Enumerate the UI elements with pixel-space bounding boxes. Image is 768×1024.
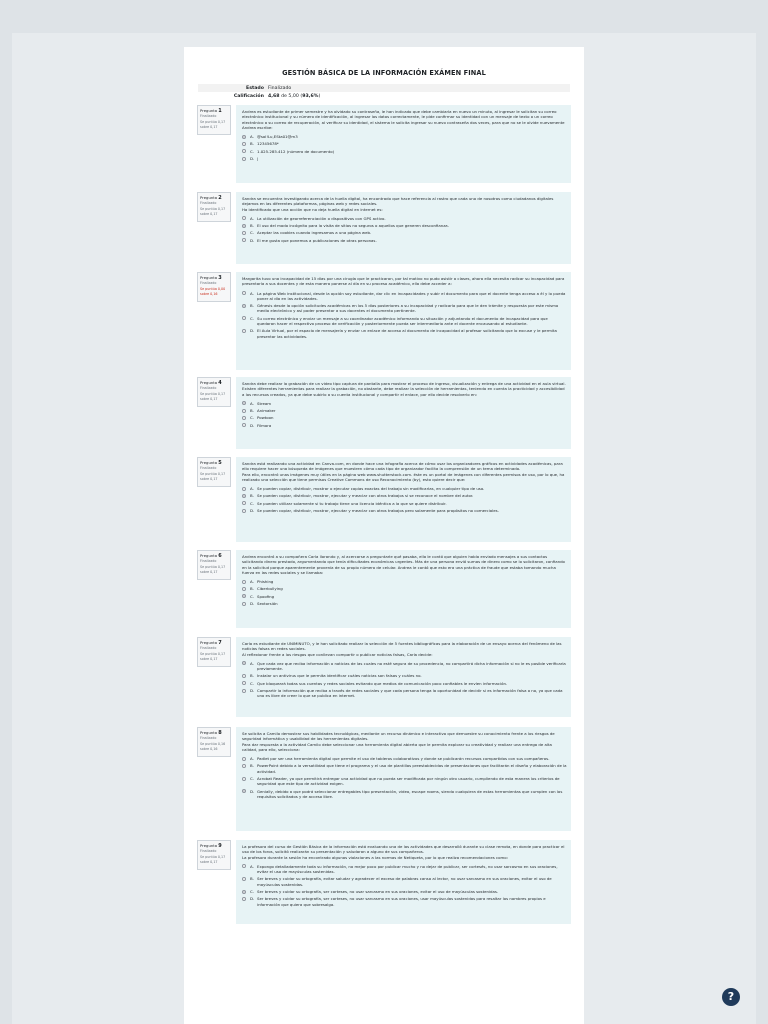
answer-letter: D. <box>250 156 255 162</box>
answer-list <box>242 216 567 243</box>
radio-icon[interactable] <box>242 757 246 761</box>
answer-letter: D. <box>250 688 255 694</box>
question-block <box>197 272 571 370</box>
answer-text: Que bloqueará todas sus cuentas y redes sociales evitando que medios de comunicación poco confiables le envíen información. <box>257 680 508 686</box>
question-number-value: 9 <box>218 843 222 849</box>
radio-icon[interactable] <box>242 216 246 220</box>
answer-letter: A. <box>250 215 254 221</box>
question-block <box>197 105 571 183</box>
question-status: Finalizado <box>200 386 217 391</box>
question-score <box>200 120 228 131</box>
question-score-line2: sobre 0,17 <box>200 397 218 402</box>
question-text <box>242 461 567 482</box>
radio-icon[interactable] <box>242 316 246 320</box>
answer-text: @sol!Lu,ESta01@m3 <box>257 134 298 140</box>
question-content <box>236 192 571 264</box>
question-text <box>242 381 567 397</box>
answer-option[interactable] <box>242 756 567 761</box>
radio-icon[interactable] <box>242 587 246 591</box>
answer-option[interactable] <box>242 579 567 584</box>
answer-option[interactable] <box>242 889 567 894</box>
help-button[interactable]: ? <box>722 988 740 1006</box>
radio-icon[interactable] <box>242 329 246 333</box>
answer-text: Phishing <box>257 579 274 585</box>
question-number-value: 3 <box>218 275 222 281</box>
question-score-line2: sobre 0,17 <box>200 860 218 865</box>
answer-option[interactable] <box>242 493 567 498</box>
question-paragraph: La profesora del curso de Gestión Básica de la información está evaluando una de las actividades que desarrolló durante su clase remota, en donde para practicar el uso de los foros, solicitó realizarán su presentación y saludaran a alguno de sus compañeros. <box>242 844 565 855</box>
radio-icon[interactable] <box>242 689 246 693</box>
question-score <box>200 652 228 663</box>
answer-letter: B. <box>250 673 254 679</box>
radio-icon[interactable] <box>242 149 246 153</box>
question-text <box>242 844 567 860</box>
question-block <box>197 727 571 831</box>
question-text <box>242 276 567 287</box>
answer-text: La utilización de georreferenciación o dispositivos con GPS activo. <box>257 215 386 221</box>
answer-letter: A. <box>250 400 254 406</box>
answer-text: Su correo electrónico y enviar un mensaje a su coordinador académico informando su situación y adjuntando el documento de incapacidad para que quedaran hacer el respectivo proceso de verificación y posteriormente pueda ser intermediario ante el docente encausando al estudiante. <box>257 315 548 327</box>
answer-option[interactable] <box>242 789 567 800</box>
answer-option[interactable] <box>242 864 567 875</box>
question-content <box>236 105 571 183</box>
answer-text: Stream <box>257 400 272 406</box>
radio-icon[interactable] <box>242 142 246 146</box>
answer-list <box>242 756 567 799</box>
answer-option[interactable] <box>242 291 567 302</box>
question-label: Pregunta <box>200 640 218 645</box>
question-block <box>197 192 571 264</box>
answer-option[interactable] <box>242 594 567 599</box>
answer-text: Instalar un antivirus que le permita identificar cuáles noticias son falsas y cuáles no. <box>257 673 422 679</box>
estado-label: Estado <box>246 85 264 91</box>
question-score-line1: Se puntúa 0,17 <box>200 471 226 476</box>
question-paragraph: Sandra está realizando una actividad en Canva.com, en donde hace una infografía acerca de cómo usar los organizadores gráficos en actividades académicas, para ello requiere hacer una búsqueda de imágenes que muestren cómo cada tipo de organizador facilita la comprensión de un tema determinado. <box>242 461 563 472</box>
radio-icon[interactable] <box>242 238 246 242</box>
answer-letter: B. <box>250 763 254 769</box>
question-paragraph: Sandra se encuentra investigando acerca de la huella digital, ha encontrado que hace referencia al rastro que cada uno de nosotros como ciudadanos digitales dejamos en las diferentes plataformas, páginas web y redes sociales. <box>242 196 554 207</box>
radio-icon[interactable] <box>242 487 246 491</box>
question-info <box>197 192 231 222</box>
question-score-line2: sobre 0,17 <box>200 125 218 130</box>
answer-letter: C. <box>250 776 254 782</box>
answer-text: Expongo detalladamente toda su información, no mejor poco por publicar mucho y no dejar de publicar, ser cortesés, no usar sarcasmo en sus oraciones, evitar el uso de mayúsculas sostenidas. <box>257 863 558 875</box>
answer-text: Génesis desde la opción solicitudes académicas en los 5 días posteriores a su incapacidad y radicarla para que le den trámite y respuesta por este mismo medio electrónico y así poder presentar a sus docentes el documento pertinente. <box>257 303 559 314</box>
calificacion-value <box>268 94 320 99</box>
radio-selected-icon[interactable] <box>242 789 246 793</box>
answer-option[interactable] <box>242 238 567 243</box>
page-title: GESTIÓN BÁSICA DE LA INFORMACIÓN EXÁMEN FINAL <box>282 69 486 77</box>
calificacion-row <box>198 92 570 100</box>
answer-letter: D. <box>250 508 255 514</box>
answer-option[interactable] <box>242 303 567 314</box>
answer-text: 1.025.285.412 (número de documento) <box>257 148 335 154</box>
answer-option[interactable] <box>242 586 567 591</box>
question-block <box>197 550 571 628</box>
answer-letter: D. <box>250 788 255 794</box>
answer-list <box>242 486 567 513</box>
answer-option[interactable] <box>242 216 567 221</box>
radio-icon[interactable] <box>242 877 246 881</box>
answer-text: Aceptar las cookies cuando ingresamos a una página web. <box>257 230 372 236</box>
radio-icon[interactable] <box>242 602 246 606</box>
answer-list <box>242 291 567 339</box>
question-paragraph: Andrea es estudiante de primer semestre y ha olvidado su contraseña, le han indicado que debe cambiarla en nuevo un minuto, al ingresar le solicitan su correo electrónico institucional y su número de identificación, al ingresar los datos correctamente, le pide confirmar su identidad con un mensaje de texto o un correo electrónico a su correo de recuperación, al verificar su identidad, el sistema le solicita ingresar su nuevo contraseña dos veces, para que no se le olvide nuevamente Andrea escribe: <box>242 109 565 130</box>
radio-icon[interactable] <box>242 674 246 678</box>
estado-row <box>198 84 570 92</box>
answer-letter: A. <box>250 134 254 140</box>
radio-icon[interactable] <box>242 157 246 161</box>
answer-text: Se pueden copiar, distribuir, mostrar, ejecutar y mezclar con otros trabajos si se reconoce el nombre del autor. <box>257 493 474 499</box>
question-score-line1: Se puntúa 0,17 <box>200 391 226 396</box>
answer-option[interactable] <box>242 401 567 406</box>
answer-text: Se pueden utilizar solamente si tu trabajo tiene una licencia idéntica a la que se quiere distribuir. <box>257 500 447 506</box>
radio-selected-icon[interactable] <box>242 661 246 665</box>
question-label: Pregunta <box>200 843 218 848</box>
question-label: Pregunta <box>200 730 218 735</box>
question-score-line2: sobre 0,17 <box>200 657 218 662</box>
question-status: Finalizado <box>200 201 217 206</box>
radio-icon[interactable] <box>242 409 246 413</box>
answer-letter: C. <box>250 148 254 154</box>
question-paragraph: Andrea encontró a su compañera Carla llorando y, al acercarse a preguntarle qué pasaba, ella le contó que alguien había enviado mensajes a sus contactos solicitando dinero prestado, argumentando que tenía dificultades económicas urgentes. Más de una persona envió sumas de dinero como se lo solicitaron, confiando en la solicitud porque aparentemente provenía de su propio número de celular. Andrea le contó que esto era una práctica de fraude que estaba tomando mucha fuerza en las redes sociales y se llamaba: <box>242 554 565 575</box>
question-number-value: 7 <box>218 640 222 646</box>
question-content <box>236 377 571 449</box>
question-status: Finalizado <box>200 849 217 854</box>
answer-letter: B. <box>250 303 254 309</box>
question-number-value: 2 <box>218 195 222 201</box>
answer-letter: B. <box>250 876 254 882</box>
calificacion-label: Calificación <box>233 93 264 99</box>
question-score <box>200 472 228 483</box>
radio-selected-icon[interactable] <box>242 135 246 139</box>
radio-selected-icon[interactable] <box>242 494 246 498</box>
question-label: Pregunta <box>200 553 218 558</box>
answer-option[interactable] <box>242 486 567 491</box>
question-paragraph: Sandra debe realizar la grabación de un video tipo captura de pantalla para mostrar el proceso de ingreso, visualización y entrega de una actividad en el aula virtual. Existen diferentes herramientas para realizar la grabación, no obstante, debe realizar la selección de herramientas, teniendo en cuenta la practicidad y accesibilidad a los recursos creados, ya que debe subirlo a su cuenta institucional y compartir el enlace, por ello decide resolverlo en: <box>242 381 566 397</box>
question-label: Pregunta <box>200 195 218 200</box>
question-info <box>197 727 231 757</box>
quiz-review-page <box>184 47 584 1024</box>
answer-text: Ser breves y cuidar su ortografía, ser corteses, no usar sarcasmo en sus oraciones, evitar el uso de mayúsculas sostenidas. <box>257 889 499 895</box>
calificacion-rest: de 5,00 ( <box>279 93 303 99</box>
answer-letter: A. <box>250 660 254 666</box>
answer-text: El me gusta que ponemos a publicaciones de otras personas. <box>257 237 377 243</box>
question-score-line2: sobre 0,16 <box>200 747 218 752</box>
answer-list <box>242 864 567 907</box>
question-score-line1: Se puntúa 0,17 <box>200 119 226 124</box>
question-label: Pregunta <box>200 275 218 280</box>
question-score <box>200 855 228 866</box>
radio-icon[interactable] <box>242 509 246 513</box>
answer-letter: B. <box>250 223 254 229</box>
question-block <box>197 457 571 542</box>
answer-letter: C. <box>250 315 254 321</box>
answer-option[interactable] <box>242 688 567 699</box>
answer-text: El Aula Virtual, por el espacio de mensajería y enviar un enlace de acceso al documento de incapacidad al profesor solicitando que lo excuse y le permita presentar las actividades. <box>257 328 557 339</box>
answer-text: Powtoon <box>257 415 274 421</box>
answer-letter: A. <box>250 863 254 869</box>
answer-option[interactable] <box>242 876 567 887</box>
question-info <box>197 840 231 870</box>
radio-icon[interactable] <box>242 291 246 295</box>
question-info <box>197 377 231 407</box>
question-score-line2: sobre 0,17 <box>200 477 218 482</box>
answer-option[interactable] <box>242 328 567 339</box>
answer-list <box>242 661 567 699</box>
question-score-line1: Se puntúa 0,00 <box>200 286 226 291</box>
question-paragraph: Margarita tuvo una incapacidad de 15 días por una cirugía que le practicaron, por tal motivo no pudo asistir a clases, ahora ella necesita radicar su incapacidad para presentarla a sus docentes y de esta manera ponerse al día en su proceso académico, ella debe acceder a: <box>242 276 565 287</box>
question-score-line1: Se puntúa 0,17 <box>200 564 226 569</box>
answer-letter: B. <box>250 408 254 414</box>
answer-letter: B. <box>250 493 254 499</box>
answer-letter: C. <box>250 889 254 895</box>
answer-option[interactable] <box>242 896 567 907</box>
question-paragraph: La profesora durante la sesión ha encontrado algunas violaciones a las normas de Netiqueta, por lo que realiza recomendaciones como: <box>242 854 509 860</box>
answer-option[interactable] <box>242 776 567 787</box>
question-content <box>236 727 571 831</box>
answer-letter: B. <box>250 586 254 592</box>
answer-text: Spoofing <box>257 593 275 599</box>
estado-value: Finalizado <box>268 85 292 91</box>
answer-option[interactable] <box>242 141 567 146</box>
question-block <box>197 637 571 717</box>
radio-icon[interactable] <box>242 231 246 235</box>
answer-text: Genially, debido a que podrá seleccionar entregables tipo presentación, video, escape rooms, siendo cualquiera de estas herramientas que cumplen con los requisitos solicitados y de acceso libre. <box>257 788 563 799</box>
radio-selected-icon[interactable] <box>242 594 246 598</box>
answer-option[interactable] <box>242 661 567 672</box>
question-number-value: 1 <box>218 108 222 114</box>
question-paragraph: Al reflexionar frente a los riesgos que conllevan compartir o publicar noticias falsas, Carla decide: <box>242 651 433 657</box>
question-content <box>236 272 571 370</box>
answer-text: | <box>257 156 259 162</box>
answer-letter: A. <box>250 756 254 762</box>
answer-letter: C. <box>250 500 254 506</box>
question-score <box>200 287 228 298</box>
answer-letter: A. <box>250 486 254 492</box>
question-score <box>200 207 228 218</box>
question-content <box>236 840 571 924</box>
question-paragraph: Carla es estudiante de UNIMINUTO, y le han solicitado realizar la selección de 5 fuentes bibliográficas para la elaboración de un ensayo acerca del fenómeno de las noticias falsas en redes sociales. <box>242 641 562 652</box>
question-text <box>242 109 567 130</box>
answer-text: Que cada vez que reciba información o noticias de las cuales no esté segura de su procedencia, no compartirá dicha información si no le es posible verificarla previamente. <box>257 660 566 672</box>
answer-option[interactable] <box>242 408 567 413</box>
answer-text: Ser breves y cuidar su ortografía, evitar saludar y agradecer el exceso de palabras cansa al lector, no usar sarcasmo en sus oraciones, evitar el uso de mayúsculas sostenidas. <box>257 876 552 887</box>
question-info <box>197 272 231 302</box>
calificacion-score: 4,68 <box>268 93 280 99</box>
answer-option[interactable] <box>242 501 567 506</box>
question-label: Pregunta <box>200 380 218 385</box>
answer-letter: A. <box>250 290 254 296</box>
question-number-value: 5 <box>218 460 222 466</box>
answer-letter: C. <box>250 593 254 599</box>
answer-letter: C. <box>250 230 254 236</box>
question-score-line1: Se puntúa 0,16 <box>200 741 226 746</box>
question-status: Finalizado <box>200 281 217 286</box>
question-status: Finalizado <box>200 646 217 651</box>
answer-text: Ser breves y cuidar su ortografía, ser corteses, no usar sarcasmo en sus oraciones, usar mayúsculas sostenidas para resaltar los nombres propios e información que quiera que sobresalga. <box>257 896 546 907</box>
question-score-line1: Se puntúa 0,17 <box>200 651 226 656</box>
answer-text: PowerPoint debido a la versatilidad que tiene el programa y el uso de plantillas preestablecidas de presentaciones que facilitarán el diseño y elaboración de la actividad. <box>257 763 567 774</box>
answer-list <box>242 401 567 428</box>
answer-text: Compartir la información que reciba a través de redes sociales y que cada persona tenga la oportunidad de decidir si es información falsa o no, ya que cada uno es libre de creer lo que se publica en internet. <box>257 688 563 699</box>
question-score-line2: sobre 0,16 <box>200 292 218 297</box>
radio-icon[interactable] <box>242 416 246 420</box>
question-score-line1: Se puntúa 0,17 <box>200 854 226 859</box>
answer-option[interactable] <box>242 316 567 327</box>
answer-list <box>242 134 567 161</box>
radio-icon[interactable] <box>242 897 246 901</box>
answer-text: La página Web institucional, desde la opción soy estudiante, dar clic en incapacidades y subir el documento para que el docente tenga acceso a él y lo pueda poner al día en las actividades. <box>257 290 566 301</box>
radio-selected-icon[interactable] <box>242 304 246 308</box>
question-number-value: 8 <box>218 730 222 736</box>
answer-letter: C. <box>250 415 254 421</box>
answer-letter: B. <box>250 141 254 147</box>
question-paragraph: Para dar respuesta a la actividad Camilo debe seleccionar una herramienta digital abierta que le permita explorar su creatividad y realizar una entrega de alta calidad, para ello, selecciona: <box>242 741 552 752</box>
question-score <box>200 392 228 403</box>
answer-option[interactable] <box>242 230 567 235</box>
answer-text: El uso del modo incógnito para la visita de sitios no seguros o aquellos que generen desconfianza. <box>257 223 449 229</box>
question-text <box>242 554 567 575</box>
answer-option[interactable] <box>242 415 567 420</box>
answer-letter: A. <box>250 579 254 585</box>
answer-option[interactable] <box>242 423 567 428</box>
answer-option[interactable] <box>242 601 567 606</box>
answer-option[interactable] <box>242 681 567 686</box>
question-paragraph: Se solicita a Camilo demostrar sus habilidades tecnológicas, mediante un recurso dinámico e interactivo que demuestre su conocimiento frente a los riesgos de seguridad informática y usabilidad de las herramientas digitales. <box>242 731 555 742</box>
question-info <box>197 637 231 667</box>
question-score-line1: Se puntúa 0,17 <box>200 206 226 211</box>
calificacion-close: ) <box>318 93 321 99</box>
question-content <box>236 637 571 717</box>
attempt-summary-table <box>198 84 570 100</box>
answer-text: Animaker <box>257 408 276 414</box>
question-paragraph: Ha identificado que una acción que no deja huella digital en internet es: <box>242 206 383 212</box>
answer-letter: D. <box>250 896 255 902</box>
question-status: Finalizado <box>200 559 217 564</box>
answer-option[interactable] <box>242 223 567 228</box>
answer-letter: D. <box>250 328 255 334</box>
answer-text: Acrobat Reader, ya que permitirá entregar una actividad que no pueda ser modificada por ningún otro usuario, cumpliendo de esta manera los criterios de seguridad que este tipo de actividad exigen. <box>257 776 560 787</box>
calificacion-percent: 93,6% <box>302 93 319 99</box>
radio-icon[interactable] <box>242 864 246 868</box>
answer-text: Se pueden copiar, distribuir, mostrar o ejecutar copias exactas del trabajo sin modificarlas, en cualquier tipo de uso. <box>257 486 485 492</box>
question-number-value: 4 <box>218 380 222 386</box>
answer-letter: D. <box>250 422 255 428</box>
question-status: Finalizado <box>200 466 217 471</box>
question-info <box>197 550 231 580</box>
question-score <box>200 565 228 576</box>
question-content <box>236 457 571 542</box>
question-status: Finalizado <box>200 736 217 741</box>
radio-icon[interactable] <box>242 777 246 781</box>
radio-selected-icon[interactable] <box>242 401 246 405</box>
answer-option[interactable] <box>242 763 567 774</box>
answer-option[interactable] <box>242 156 567 161</box>
answer-option[interactable] <box>242 508 567 513</box>
answer-list <box>242 579 567 606</box>
question-text <box>242 196 567 212</box>
question-content <box>236 550 571 628</box>
answer-text: Ciberbullying <box>257 586 283 592</box>
answer-letter: D. <box>250 601 255 607</box>
answer-letter: C. <box>250 680 254 686</box>
answer-option[interactable] <box>242 673 567 678</box>
answer-option[interactable] <box>242 149 567 154</box>
answer-letter: D. <box>250 237 255 243</box>
question-number-value: 6 <box>218 553 222 559</box>
question-score-line2: sobre 0,17 <box>200 570 218 575</box>
question-block <box>197 377 571 449</box>
question-text <box>242 731 567 752</box>
radio-icon[interactable] <box>242 681 246 685</box>
question-status: Finalizado <box>200 114 217 119</box>
question-text <box>242 641 567 657</box>
question-label: Pregunta <box>200 460 218 465</box>
answer-text: Se pueden copiar, distribuir, mostrar, ejecutar y mezclar con otros trabajos pero solamente para propósitos no comerciales. <box>257 508 499 514</box>
radio-icon[interactable] <box>242 764 246 768</box>
answer-option[interactable] <box>242 134 567 139</box>
answer-text: Padlet por ser una herramienta digital que permite el uso de tableros colaborativos y donde se publicarán recursos compartidos con sus compañeros. <box>257 756 550 762</box>
question-block <box>197 840 571 924</box>
question-label: Pregunta <box>200 108 218 113</box>
radio-selected-icon[interactable] <box>242 224 246 228</box>
radio-icon[interactable] <box>242 580 246 584</box>
radio-icon[interactable] <box>242 501 246 505</box>
question-score-line2: sobre 0,17 <box>200 212 218 217</box>
question-info <box>197 105 231 135</box>
question-paragraph: Para ello, encontró unas imágenes muy útiles en la página web www.shutterstock.com. éste es un portal de imágenes con diferentes permisos de uso, por lo que, ha realizado una selección que tiene permisos Creative Commons de uso Reconocimiento (by), esto quiere decir que: <box>242 471 565 482</box>
question-info <box>197 457 231 487</box>
answer-text: Filmora <box>257 422 272 428</box>
question-score <box>200 742 228 753</box>
answer-text: Sextorsión <box>257 601 278 607</box>
radio-icon[interactable] <box>242 423 246 427</box>
radio-selected-icon[interactable] <box>242 890 246 894</box>
answer-text: 12345678* <box>257 141 279 147</box>
